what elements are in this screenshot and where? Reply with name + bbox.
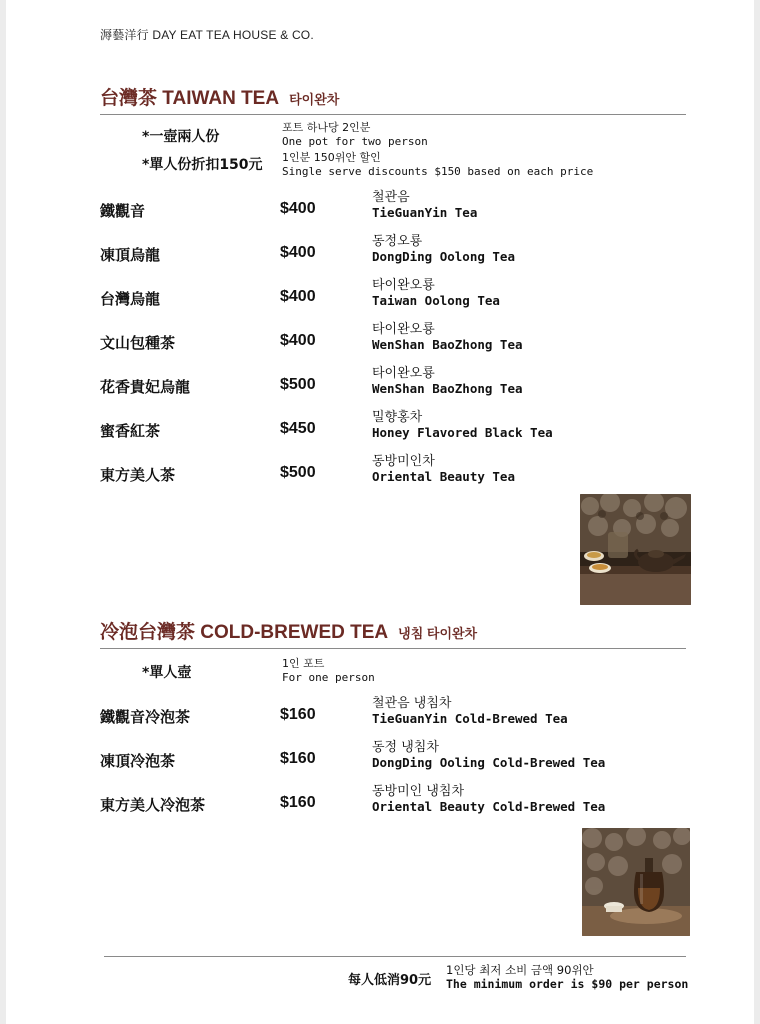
- section-title-korean: 냉침 타이완차: [398, 626, 478, 641]
- item-name-chinese: 鐵觀音: [100, 202, 146, 220]
- item-name-korean: 동방미인 냉침차: [372, 784, 465, 799]
- item-name-english: DongDing Oolong Tea: [372, 249, 515, 264]
- item-name-chinese: 東方美人冷泡茶: [100, 796, 206, 814]
- item-price: $500: [280, 376, 316, 393]
- section-title: [100, 83, 339, 110]
- item-description: [372, 454, 515, 484]
- minimum-order-translation: [446, 963, 688, 991]
- item-name-korean: 타이완오룡: [372, 366, 435, 381]
- item-description: [372, 410, 553, 440]
- cold-brew-illustration: [582, 828, 690, 936]
- item-name-chinese: 鐵觀音冷泡茶: [100, 708, 191, 726]
- menu-item: [100, 784, 700, 824]
- item-name-english: TieGuanYin Cold-Brewed Tea: [372, 711, 568, 726]
- menu-item: [100, 740, 700, 780]
- item-name-english: Taiwan Oolong Tea: [372, 293, 500, 308]
- note-korean: 포트 하나당 2인분: [282, 121, 371, 134]
- item-name-korean: 철관음: [372, 190, 410, 205]
- item-description: [372, 366, 523, 396]
- item-price: $160: [280, 794, 316, 811]
- menu-item: [100, 278, 700, 318]
- section-title-korean: 타이완차: [289, 92, 340, 107]
- item-name-chinese: 凍頂烏龍: [100, 246, 161, 264]
- item-name-english: Honey Flavored Black Tea: [372, 425, 553, 440]
- note-pot-size: *一壺兩人份: [142, 129, 220, 145]
- note-english: Single serve discounts $150 based on each price: [282, 165, 594, 178]
- menu-item: [100, 366, 700, 406]
- item-name-korean: 동정 냉침차: [372, 740, 439, 755]
- item-name-chinese: 花香貴妃烏龍: [100, 378, 191, 396]
- menu-item: [100, 190, 700, 230]
- item-name-english: WenShan BaoZhong Tea: [372, 381, 523, 396]
- item-name-english: TieGuanYin Tea: [372, 205, 478, 220]
- item-description: [372, 696, 568, 726]
- note-korean: 1인 포트: [282, 657, 325, 670]
- item-description: [372, 740, 605, 770]
- cold-brew-photo: [582, 828, 690, 936]
- item-name-english: DongDing Ooling Cold-Brewed Tea: [372, 755, 606, 770]
- item-name-chinese: 凍頂冷泡茶: [100, 752, 176, 770]
- item-name-korean: 동정오룡: [372, 234, 423, 249]
- item-description: [372, 322, 523, 352]
- menu-item: [100, 454, 700, 494]
- item-price: $160: [280, 750, 316, 767]
- note-single-discount: *單人份折扣150元: [142, 157, 263, 173]
- menu-item: [100, 234, 700, 274]
- item-price: $500: [280, 464, 316, 481]
- note-korean: 1인분 150위안 할인: [282, 151, 381, 164]
- item-name-chinese: 台灣烏龍: [100, 290, 161, 308]
- item-description: [372, 234, 515, 264]
- note-pot-size-translation: [282, 121, 428, 149]
- item-price: $160: [280, 706, 316, 723]
- minimum-order-english: The minimum order is $90 per person: [446, 977, 689, 991]
- note-english: For one person: [282, 671, 375, 684]
- item-name-chinese: 文山包種茶: [100, 334, 176, 352]
- tea-set-photo: [580, 494, 691, 605]
- section-title: [100, 617, 477, 644]
- item-name-korean: 밀향홍차: [372, 410, 423, 425]
- item-name-english: WenShan BaoZhong Tea: [372, 337, 523, 352]
- note-single-discount-translation: [282, 151, 593, 179]
- tea-set-illustration: [580, 494, 691, 605]
- minimum-order-chinese: 每人低消90元: [348, 973, 432, 988]
- minimum-order-korean: 1인당 최저 소비 금액 90위안: [446, 963, 594, 977]
- menu-item: [100, 322, 700, 362]
- footer-divider: [104, 956, 686, 957]
- note-english: One pot for two person: [282, 135, 428, 148]
- item-name-chinese: 蜜香紅茶: [100, 422, 161, 440]
- item-description: [372, 190, 477, 220]
- item-name-english: Oriental Beauty Tea: [372, 469, 515, 484]
- section-header-taiwan-tea: [100, 82, 686, 115]
- item-name-english: Oriental Beauty Cold-Brewed Tea: [372, 799, 606, 814]
- item-price: $400: [280, 332, 316, 349]
- item-description: [372, 784, 605, 814]
- section-header-cold-brewed: [100, 616, 686, 649]
- item-name-korean: 타이완오룡: [372, 322, 435, 337]
- item-name-korean: 타이완오룡: [372, 278, 435, 293]
- item-name-korean: 철관음 냉침차: [372, 696, 452, 711]
- brand-header: 溽藝洋行 DAY EAT TEA HOUSE & CO.: [100, 28, 314, 42]
- item-price: $400: [280, 288, 316, 305]
- note-single-pot: *單人壺: [142, 665, 192, 681]
- section-title-text: 冷泡台灣茶 COLD-BREWED TEA: [100, 622, 389, 643]
- item-price: $400: [280, 200, 316, 217]
- menu-item: [100, 410, 700, 450]
- item-description: [372, 278, 500, 308]
- item-price: $400: [280, 244, 316, 261]
- item-price: $450: [280, 420, 316, 437]
- item-name-korean: 동방미인차: [372, 454, 435, 469]
- item-name-chinese: 東方美人茶: [100, 466, 176, 484]
- note-single-pot-translation: [282, 657, 375, 685]
- menu-item: [100, 696, 700, 736]
- section-title-text: 台灣茶 TAIWAN TEA: [100, 88, 280, 109]
